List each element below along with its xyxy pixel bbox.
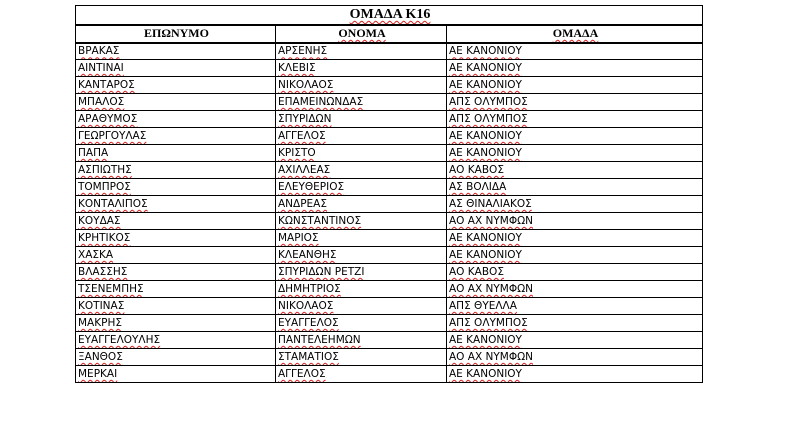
first-name-cell: ΑΡΣΕΝΗΣ — [276, 43, 447, 60]
first-name-cell: ΑΧΙΛΛΕΑΣ — [276, 162, 447, 179]
first-name-cell: ΚΩΝΣΤΑΝΤΙΝΟΣ — [276, 213, 447, 230]
team-cell: ΑΠΣ ΘΥΕΛΛΑ — [447, 298, 703, 315]
team-cell: ΑΣ ΒΟΛΙΔΑ — [447, 179, 703, 196]
surname-cell: ΧΑΣΚΑ — [76, 247, 276, 264]
table-row — [76, 43, 703, 60]
first-name-cell: ΝΙΚΟΛΑΟΣ — [276, 77, 447, 94]
table-row — [76, 145, 703, 162]
surname-cell: ΓΕΩΡΓΟΥΛΑΣ — [76, 128, 276, 145]
roster-table — [75, 5, 703, 383]
table-row — [76, 77, 703, 94]
first-name-cell: ΣΠΥΡΙΔΩΝ ΡΕΤΖΙ — [276, 264, 447, 281]
team-cell: ΑΕ ΚΑΝΟΝΙΟΥ — [447, 247, 703, 264]
team-cell: ΑΠΣ ΟΛΥΜΠΟΣ — [447, 94, 703, 111]
surname-cell: ΚΡΗΤΙΚΟΣ — [76, 230, 276, 247]
table-row — [76, 111, 703, 128]
surname-cell: ΜΑΚΡΗΣ — [76, 315, 276, 332]
first-name-cell: ΕΥΑΓΓΕΛΟΣ — [276, 315, 447, 332]
surname-cell: ΚΟΝΤΑΛΙΠΟΣ — [76, 196, 276, 213]
table-row — [76, 162, 703, 179]
surname-cell: ΚΟΤΙΝΑΣ — [76, 298, 276, 315]
table-title: ΟΜΑΔΑ Κ16 — [349, 6, 431, 22]
surname-cell: ΚΑΝΤΑΡΟΣ — [76, 77, 276, 94]
first-name-cell: ΝΙΚΟΛΑΟΣ — [276, 298, 447, 315]
team-cell: ΑΕ ΚΑΝΟΝΙΟΥ — [447, 366, 703, 383]
surname-cell: ΒΡΑΚΑΣ — [76, 43, 276, 60]
team-cell: ΑΕ ΚΑΝΟΝΙΟΥ — [447, 43, 703, 60]
header-team: ΟΜΑΔΑ — [447, 25, 703, 43]
surname-cell: ΑΙΝΤΙΝΑΙ — [76, 60, 276, 77]
table-row — [76, 179, 703, 196]
first-name-cell: ΜΑΡΙΟΣ — [276, 230, 447, 247]
table-row — [76, 196, 703, 213]
first-name-cell: ΑΓΓΕΛΟΣ — [276, 128, 447, 145]
surname-cell: ΚΟΥΔΑΣ — [76, 213, 276, 230]
table-row — [76, 128, 703, 145]
team-cell: ΑΣ ΘΙΝΑΛΙΑΚΟΣ — [447, 196, 703, 213]
title-row — [76, 6, 703, 25]
surname-cell: ΒΛΑΣΣΗΣ — [76, 264, 276, 281]
header-name: ΟΝΟΜΑ — [276, 25, 447, 43]
header-row — [76, 25, 703, 43]
surname-cell: ΞΑΝΘΟΣ — [76, 349, 276, 366]
table-row — [76, 281, 703, 298]
surname-cell: ΤΟΜΠΡΟΣ — [76, 179, 276, 196]
team-cell: ΑΠΣ ΟΛΥΜΠΟΣ — [447, 111, 703, 128]
first-name-cell: ΕΠΑΜΕΙΝΩΝΔΑΣ — [276, 94, 447, 111]
table-body — [76, 43, 703, 383]
table-row — [76, 332, 703, 349]
header-surname: ΕΠΩΝΥΜΟ — [76, 25, 276, 43]
table-row — [76, 60, 703, 77]
first-name-cell: ΣΤΑΜΑΤΙΟΣ — [276, 349, 447, 366]
team-cell: ΑΕ ΚΑΝΟΝΙΟΥ — [447, 60, 703, 77]
surname-cell: ΕΥΑΓΓΕΛΟΥΛΗΣ — [76, 332, 276, 349]
first-name-cell: ΚΛΕΒΙΣ — [276, 60, 447, 77]
first-name-cell: ΚΛΕΑΝΘΗΣ — [276, 247, 447, 264]
first-name-cell: ΔΗΜΗΤΡΙΟΣ — [276, 281, 447, 298]
first-name-cell: ΣΠΥΡΙΔΩΝ — [276, 111, 447, 128]
table-row — [76, 230, 703, 247]
team-cell: ΑΟ ΑΧ ΝΥΜΦΩΝ — [447, 349, 703, 366]
surname-cell: ΑΣΠΙΩΤΗΣ — [76, 162, 276, 179]
surname-cell: ΠΑΠΑ — [76, 145, 276, 162]
team-cell: ΑΕ ΚΑΝΟΝΙΟΥ — [447, 332, 703, 349]
first-name-cell: ΠΑΝΤΕΛΕΗΜΩΝ — [276, 332, 447, 349]
surname-cell: ΜΠΑΛΟΣ — [76, 94, 276, 111]
table-row — [76, 94, 703, 111]
team-cell: ΑΠΣ ΟΛΥΜΠΟΣ — [447, 315, 703, 332]
team-cell: ΑΟ ΑΧ ΝΥΜΦΩΝ — [447, 281, 703, 298]
surname-cell: ΑΡΑΘΥΜΟΣ — [76, 111, 276, 128]
team-cell: ΑΟ ΚΑΒΟΣ — [447, 162, 703, 179]
table-row — [76, 349, 703, 366]
team-cell: ΑΕ ΚΑΝΟΝΙΟΥ — [447, 145, 703, 162]
table-title-cell — [76, 6, 703, 25]
surname-cell: ΤΣΕΝΕΜΠΗΣ — [76, 281, 276, 298]
first-name-cell: ΕΛΕΥΘΕΡΙΟΣ — [276, 179, 447, 196]
table-row — [76, 366, 703, 383]
team-cell: ΑΕ ΚΑΝΟΝΙΟΥ — [447, 230, 703, 247]
team-cell: ΑΕ ΚΑΝΟΝΙΟΥ — [447, 128, 703, 145]
table-row — [76, 315, 703, 332]
team-cell: ΑΟ ΑΧ ΝΥΜΦΩΝ — [447, 213, 703, 230]
team-cell: ΑΟ ΚΑΒΟΣ — [447, 264, 703, 281]
table-row — [76, 298, 703, 315]
table-row — [76, 264, 703, 281]
first-name-cell: ΑΝΔΡΕΑΣ — [276, 196, 447, 213]
table-row — [76, 213, 703, 230]
surname-cell: ΜΕΡΚΑΙ — [76, 366, 276, 383]
first-name-cell: ΚΡΙΣΤΟ — [276, 145, 447, 162]
team-cell: ΑΕ ΚΑΝΟΝΙΟΥ — [447, 77, 703, 94]
table-row — [76, 247, 703, 264]
first-name-cell: ΑΓΓΕΛΟΣ — [276, 366, 447, 383]
